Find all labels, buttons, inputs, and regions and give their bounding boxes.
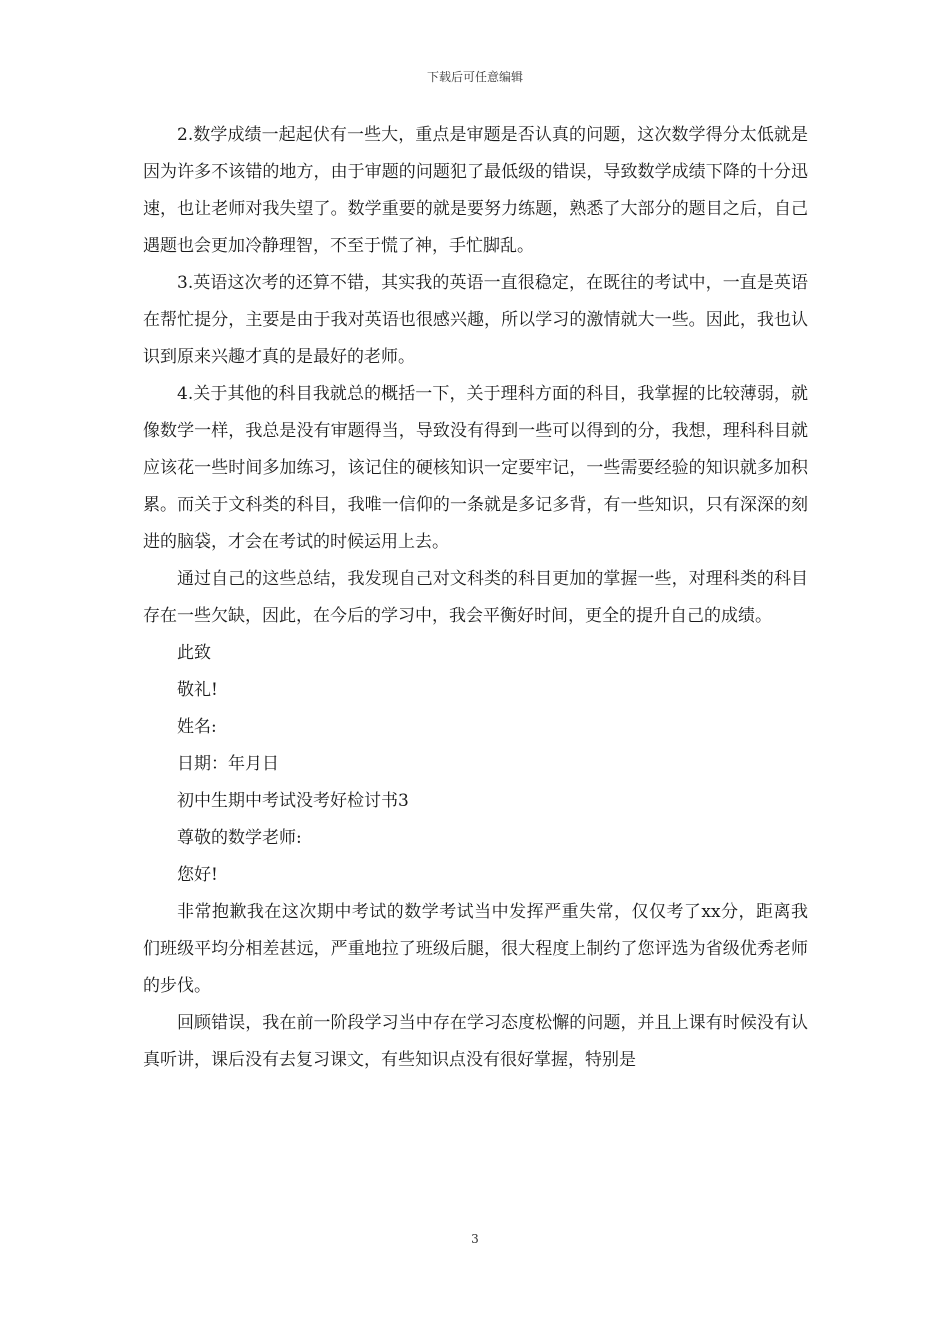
paragraph-review: 回顾错误，我在前一阶段学习当中存在学习态度松懈的问题，并且上课有时候没有认真听讲，课后没有去复习课文，有些知识点没有很好掌握，特别是 [143,1013,808,1070]
page-number: 3 [471,1232,479,1246]
paragraph-apology: 非常抱歉我在这次期中考试的数学考试当中发挥严重失常，仅仅考了xx分，距离我们班级平均分相差甚远，严重地拉了班级后腿，很大程度上制约了您评选为省级优秀老师的步伐。 [143,902,808,996]
paragraph-other-subjects: 4.关于其他的科目我就总的概括一下，关于理科方面的科目，我掌握的比较薄弱，就像数学一样，我总是没有审题得当，导致没有得到一些可以得到的分，我想，理科科目就应该花一些时间多加练习，该记住的硬核知识一定要牢记，一些需要经验的知识就多加积累。而关于文科类的科目，我唯一信仰的一条就是多记多背，有一些知识，只有深深的刻进的脑袋，才会在考试的时候运用上去。 [143,384,808,552]
closing-salutation: 此致 [177,643,211,663]
document-body [143,117,808,1079]
signature-name: 姓名: [177,717,217,737]
closing-regards: 敬礼! [177,680,218,700]
paragraph-math: 2.数学成绩一起起伏有一些大，重点是审题是否认真的问题，这次数学得分太低就是因为许多不该错的地方，由于审题的问题犯了最低级的错误，导致数学成绩下降的十分迅速，也让老师对我失望了。数学重要的就是要努力练题，熟悉了大部分的题目之后，自己遇题也会更加冷静理智，不至于慌了神，手忙脚乱。 [143,125,808,256]
paragraph-summary: 通过自己的这些总结，我发现自己对文科类的科目更加的掌握一些，对理科类的科目存在一些欠缺，因此，在今后的学习中，我会平衡好时间，更全的提升自己的成绩。 [143,569,808,626]
section-title: 初中生期中考试没考好检讨书3 [177,791,409,811]
greeting-addressee: 尊敬的数学老师: [177,828,302,848]
signature-date: 日期：年月日 [177,754,279,774]
greeting-hello: 您好! [177,865,218,885]
page-header: 下载后可任意编辑 [426,70,523,84]
paragraph-english: 3.英语这次考的还算不错，其实我的英语一直很稳定，在既往的考试中，一直是英语在帮忙提分，主要是由于我对英语也很感兴趣，所以学习的激情就大一些。因此，我也认识到原来兴趣才真的是最好的老师。 [143,273,808,367]
